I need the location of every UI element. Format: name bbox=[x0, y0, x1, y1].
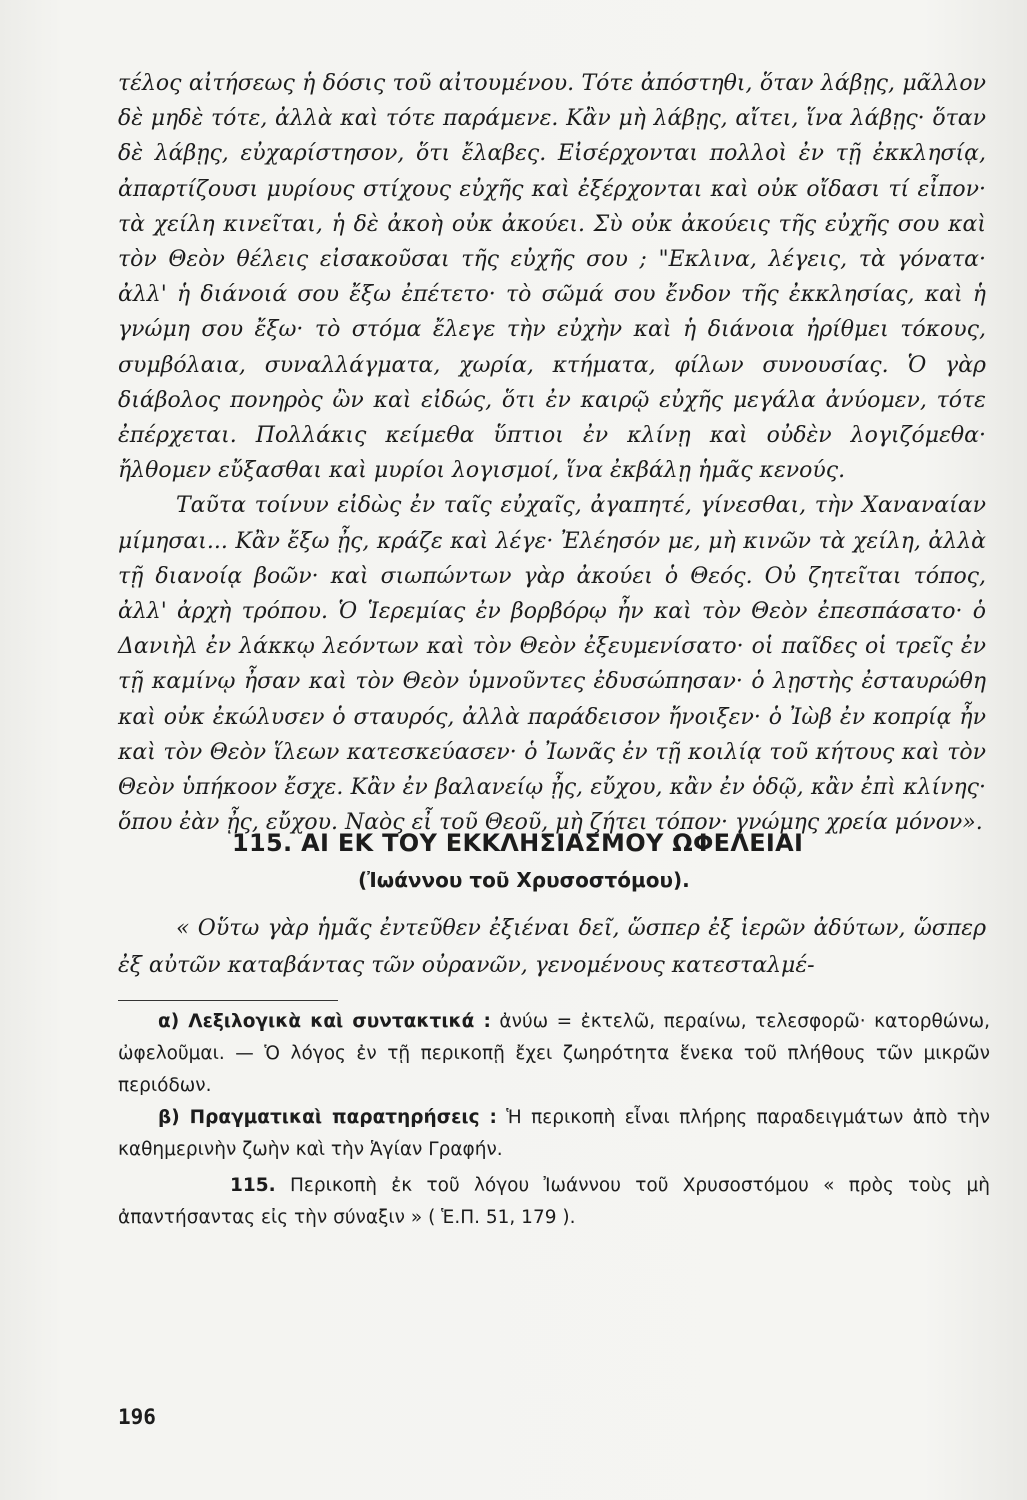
footnote-divider bbox=[118, 1000, 338, 1001]
note-source-label: 115. bbox=[230, 1175, 276, 1196]
text-paragraph-2: Ταῦτα τοίνυν εἰδὼς ἐν ταῖς εὐχαῖς, ἀγαπητέ, γίνεσθαι, τὴν Χαναναίαν μίμησαι... Κἂν ἔξω ᾖς, κράζε καὶ λέγε· Ἐλέησόν με, μὴ κινῶν τὰ χείλη, ἀλλὰ τῇ διανοίᾳ βοῶν· καὶ σιωπώντων γὰρ ἀκούει ὁ Θεός. Οὐ ζητεῖται τόπος, ἀλλ' ἀρχὴ τρόπου. Ὁ Ἱερεμίας ἐν βορβόρῳ ἦν καὶ τὸν Θεὸν ἐπεσπάσατο· ὁ Δανιὴλ ἐν λάκκῳ λεόντων καὶ τὸν Θεὸν ἐξευμενίσατο· οἱ παῖδες οἱ τρεῖς ἐν τῇ καμίνῳ ἦσαν καὶ τὸν Θεὸν ὑμνοῦντες ἐδυσώπησαν· ὁ λῃστὴς ἐσταυρώθη καὶ οὐκ ἐκώλυσεν ὁ σταυρός, ἀλλὰ παράδεισον ἤνοιξεν· ὁ Ἰὼβ ἐν κοπρίᾳ ἦν καὶ τὸν Θεὸν ἵλεων κατεσκεύασεν· ὁ Ἰωνᾶς ἐν τῇ κοιλίᾳ τοῦ κήτους καὶ τὸν Θεὸν ὑπήκοον ἔσχε. Κἂν ἐν βαλανείῳ ᾖς, εὔχου, κἂν ἐν ὁδῷ, κἂν ἐπὶ κλίνης· ὅπου ἐὰν ᾖς, εὔχου. Ναὸς εἶ τοῦ Θεοῦ, μὴ ζήτει τόπον· γνώμης χρεία μόνον». bbox=[118, 493, 986, 836]
note-lexical bbox=[118, 1006, 990, 1102]
section-subheading: (Ἰωάννου τοῦ Χρυσοστόμου). bbox=[358, 868, 690, 892]
note-lexical-label: α) Λεξιλογικὰ καὶ συντακτικά : bbox=[158, 1011, 491, 1032]
note-factual-label: β) Πραγματικαὶ παρατηρήσεις : bbox=[158, 1107, 497, 1128]
main-text bbox=[118, 66, 986, 840]
note-source-reference bbox=[118, 1170, 990, 1234]
footnotes bbox=[118, 1006, 990, 1234]
lead-paragraph: « Οὕτω γὰρ ἡμᾶς ἐντεῦθεν ἐξιέναι δεῖ, ὥσπερ ἐξ ἱερῶν ἀδύτων, ὥσπερ ἐξ αὐτῶν καταβάντας τῶν οὐρανῶν, γενομένους κατεσταλμέ- bbox=[118, 916, 986, 978]
note-source-text: Περικοπὴ ἐκ τοῦ λόγου Ἰωάννου τοῦ Χρυσοστόμου « πρὸς τοὺς μὴ ἀπαντήσαντας εἰς τὴν σύναξιν » ( Ἑ.Π. 51, 179 ). bbox=[118, 1175, 990, 1228]
note-factual-text: Ἡ περικοπὴ εἶναι πλήρης παραδειγμάτων ἀπὸ τὴν καθημερινὴν ζωὴν καὶ τὴν Ἁγίαν Γραφήν. bbox=[118, 1107, 990, 1160]
note-lexical-text: ἀνύω = ἐκτελῶ, περαίνω, τελεσφορῶ· κατορθώνω, ὠφελοῦμαι. — Ὁ λόγος ἐν τῇ περικοπῇ ἔχει ζωηρότητα ἕνεκα τοῦ πλήθους τῶν μικρῶν περιόδων. bbox=[118, 1011, 990, 1096]
note-factual bbox=[118, 1102, 990, 1166]
section-heading: 115. ΑΙ ΕΚ ΤΟΥ ΕΚΚΛΗΣΙΑΣΜΟΥ ΩΦΕΛΕΙΑΙ bbox=[232, 829, 804, 857]
text-paragraph-1: τέλος αἰτήσεως ἡ δόσις τοῦ αἰτουμένου. Τότε ἀπόστηθι, ὅταν λάβῃς, μᾶλλον δὲ μηδὲ τότε, ἀλλὰ καὶ τότε παράμενε. Κἂν μὴ λάβῃς, αἴτει, ἵνα λάβῃς· ὅταν δὲ λάβῃς, εὐχαρίστησον, ὅτι ἔλαβες. Εἰσέρχονται πολλοὶ ἐν τῇ ἐκκλησίᾳ, ἀπαρτίζουσι μυρίους στίχους εὐχῆς καὶ ἐξέρχονται καὶ οὐκ οἴδασι τί εἶπον· τὰ χείλη κινεῖται, ἡ δὲ ἀκοὴ οὐκ ἀκούει. Σὺ οὐκ ἀκούεις τῆς εὐχῆς σου καὶ τὸν Θεὸν θέλεις εἰσακοῦσαι τῆς εὐχῆς σου ; "Εκλινα, λέγεις, τὰ γόνατα· ἀλλ' ἡ διάνοιά σου ἔξω ἐπέτετο· τὸ σῶμά σου ἔνδον τῆς ἐκκλησίας, καὶ ἡ γνώμη σου ἔξω· τὸ στόμα ἔλεγε τὴν εὐχὴν καὶ ἡ διάνοια ἠρίθμει τόκους, συμβόλαια, συναλλάγματα, χωρία, κτήματα, φίλων συνουσίας. Ὁ γὰρ διάβολος πονηρὸς ὢν καὶ εἰδώς, ὅτι ἐν καιρῷ εὐχῆς μεγάλα ἀνύομεν, τότε ἐπέρχεται. Πολλάκις κείμεθα ὕπτιοι ἐν κλίνῃ καὶ οὐδὲν λογιζόμεθα· ἤλθομεν εὔξασθαι καὶ μυρίοι λογισμοί, ἵνα ἐκβάλῃ ἡμᾶς κενούς. bbox=[118, 71, 986, 484]
page-number: 196 bbox=[118, 1405, 156, 1429]
section-lead bbox=[118, 910, 986, 984]
